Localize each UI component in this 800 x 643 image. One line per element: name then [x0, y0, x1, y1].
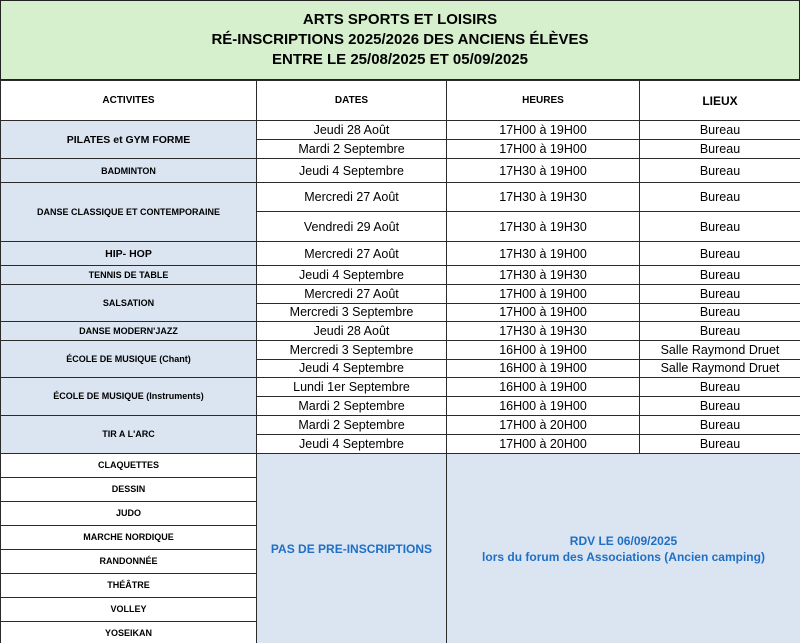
column-header-heures: HEURES — [447, 81, 640, 121]
date-cell: Mercredi 3 Septembre — [257, 340, 447, 359]
place-cell: Bureau — [640, 434, 800, 453]
hours-cell: 17H30 à 19H30 — [447, 212, 640, 242]
place-cell: Bureau — [640, 303, 800, 322]
date-cell: Jeudi 4 Septembre — [257, 266, 447, 285]
date-cell: Vendredi 29 Août — [257, 212, 447, 242]
date-cell: Jeudi 4 Septembre — [257, 159, 447, 183]
place-cell: Bureau — [640, 183, 800, 212]
date-cell: Mercredi 27 Août — [257, 285, 447, 304]
hours-cell: 17H30 à 19H00 — [447, 242, 640, 266]
activity-cell: TIR A L'ARC — [1, 415, 257, 453]
activity-cell: ÉCOLE DE MUSIQUE (Chant) — [1, 340, 257, 378]
schedule-table — [0, 80, 800, 643]
date-cell: Mardi 2 Septembre — [257, 140, 447, 159]
place-cell: Bureau — [640, 415, 800, 434]
place-cell: Bureau — [640, 242, 800, 266]
date-cell: Jeudi 4 Septembre — [257, 434, 447, 453]
rdv-date: RDV LE 06/09/2025 — [569, 534, 678, 548]
place-cell: Bureau — [640, 378, 800, 397]
table-row — [1, 159, 800, 183]
date-cell: Mercredi 27 Août — [257, 242, 447, 266]
place-cell: Bureau — [640, 121, 800, 140]
place-cell: Bureau — [640, 212, 800, 242]
place-cell: Bureau — [640, 285, 800, 304]
table-row — [1, 322, 800, 341]
date-cell: Mardi 2 Septembre — [257, 397, 447, 416]
rdv-message — [447, 453, 800, 643]
hours-cell: 17H00 à 19H00 — [447, 303, 640, 322]
date-cell: Mercredi 3 Septembre — [257, 303, 447, 322]
activity-cell-claquettes: CLAQUETTES — [1, 453, 257, 477]
rdv-location: lors du forum des Associations (Ancien camping) — [482, 550, 765, 564]
table-row — [1, 242, 800, 266]
column-header-dates: DATES — [257, 81, 447, 121]
hours-cell: 17H30 à 19H30 — [447, 183, 640, 212]
place-cell: Bureau — [640, 322, 800, 341]
hours-cell: 17H00 à 20H00 — [447, 415, 640, 434]
place-cell: Salle Raymond Druet — [640, 359, 800, 378]
activity-cell-judo: JUDO — [1, 501, 257, 525]
hours-cell: 17H00 à 19H00 — [447, 285, 640, 304]
date-cell: Mardi 2 Septembre — [257, 415, 447, 434]
activity-cell-theatre: THÉÂTRE — [1, 573, 257, 597]
activity-cell: SALSATION — [1, 285, 257, 322]
activity-cell-randonnee: RANDONNÉE — [1, 549, 257, 573]
activity-cell-dessin: DESSIN — [1, 477, 257, 501]
title-line-1: ARTS SPORTS ET LOISIRS — [302, 11, 498, 28]
hours-cell: 16H00 à 19H00 — [447, 359, 640, 378]
table-row — [1, 415, 800, 434]
date-cell: Mercredi 27 Août — [257, 183, 447, 212]
table-header-row — [1, 81, 800, 121]
hours-cell: 17H30 à 19H00 — [447, 159, 640, 183]
hours-cell: 17H00 à 19H00 — [447, 121, 640, 140]
no-preinscription-text: PAS DE PRE-INSCRIPTIONS — [270, 542, 433, 556]
date-cell: Lundi 1er Septembre — [257, 378, 447, 397]
activity-cell: ÉCOLE DE MUSIQUE (Instruments) — [1, 378, 257, 416]
hours-cell: 17H30 à 19H30 — [447, 322, 640, 341]
no-preinscription-message — [257, 453, 447, 643]
table-row — [1, 266, 800, 285]
place-cell: Bureau — [640, 140, 800, 159]
title-line-2: RÉ-INSCRIPTIONS 2025/2026 DES ANCIENS ÉLÈVES — [211, 31, 589, 48]
activity-cell: HIP- HOP — [1, 242, 257, 266]
title-line-3: ENTRE LE 25/08/2025 ET 05/09/2025 — [272, 51, 528, 68]
hours-cell: 16H00 à 19H00 — [447, 397, 640, 416]
activity-cell: DANSE CLASSIQUE ET CONTEMPORAINE — [1, 183, 257, 242]
activity-cell: BADMINTON — [1, 159, 257, 183]
activity-cell: PILATES et GYM FORME — [1, 121, 257, 159]
activity-cell: TENNIS DE TABLE — [1, 266, 257, 285]
place-cell: Bureau — [640, 159, 800, 183]
hours-cell: 17H00 à 20H00 — [447, 434, 640, 453]
place-cell: Bureau — [640, 397, 800, 416]
activity-cell-volley: VOLLEY — [1, 597, 257, 621]
date-cell: Jeudi 4 Septembre — [257, 359, 447, 378]
hours-cell: 16H00 à 19H00 — [447, 378, 640, 397]
activity-cell-marche-nordique: MARCHE NORDIQUE — [1, 525, 257, 549]
hours-cell: 16H00 à 19H00 — [447, 340, 640, 359]
table-row — [1, 121, 800, 140]
place-cell: Salle Raymond Druet — [640, 340, 800, 359]
hours-cell: 17H30 à 19H30 — [447, 266, 640, 285]
table-row — [1, 183, 800, 212]
date-cell: Jeudi 28 Août — [257, 322, 447, 341]
hours-cell: 17H00 à 19H00 — [447, 140, 640, 159]
title-banner — [0, 0, 800, 80]
place-cell: Bureau — [640, 266, 800, 285]
table-row — [1, 340, 800, 359]
table-row — [1, 378, 800, 397]
column-header-activites: ACTIVITES — [1, 81, 257, 121]
date-cell: Jeudi 28 Août — [257, 121, 447, 140]
activity-cell: DANSE MODERN'JAZZ — [1, 322, 257, 341]
column-header-lieux: LIEUX — [640, 81, 800, 121]
table-row — [1, 453, 800, 477]
activity-cell-yoseikan: YOSEIKAN — [1, 621, 257, 643]
table-row — [1, 285, 800, 304]
